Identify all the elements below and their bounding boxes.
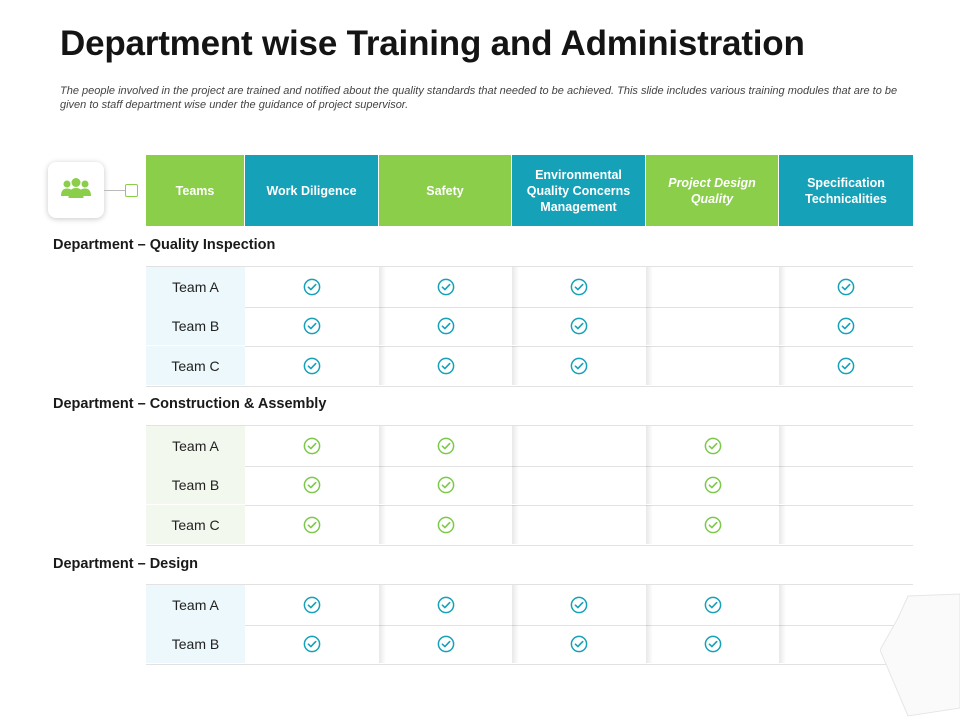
check-cell xyxy=(646,585,779,624)
check-cell xyxy=(379,306,512,345)
check-cell xyxy=(512,267,646,306)
check-cell xyxy=(512,585,646,624)
check-circle-icon xyxy=(837,317,855,335)
check-cell xyxy=(646,624,779,663)
table-row xyxy=(146,306,913,347)
check-cell xyxy=(512,624,646,663)
check-cell xyxy=(245,346,379,385)
header-teams: Teams xyxy=(146,155,245,226)
check-circle-icon xyxy=(704,635,722,653)
decorative-hexagon xyxy=(880,590,960,725)
check-cell xyxy=(245,306,379,345)
check-circle-icon xyxy=(570,278,588,296)
check-cell xyxy=(512,426,646,465)
table-row xyxy=(146,505,913,546)
table-header xyxy=(146,155,913,226)
check-circle-icon xyxy=(437,317,455,335)
check-circle-icon xyxy=(437,437,455,455)
team-cell: Team A xyxy=(146,267,245,306)
page-title: Department wise Training and Administration xyxy=(60,24,805,63)
check-cell xyxy=(512,346,646,385)
check-cell xyxy=(646,426,779,465)
check-cell xyxy=(245,585,379,624)
check-circle-icon xyxy=(570,357,588,375)
check-cell xyxy=(379,585,512,624)
check-cell xyxy=(779,505,913,544)
table-row xyxy=(146,425,913,467)
check-cell xyxy=(245,624,379,663)
department-label: Department – Quality Inspection xyxy=(53,237,276,253)
table-row xyxy=(146,584,913,626)
header-work-diligence: Work Diligence xyxy=(245,155,379,226)
check-circle-icon xyxy=(704,437,722,455)
check-cell xyxy=(512,465,646,504)
check-cell xyxy=(379,624,512,663)
check-cell xyxy=(512,505,646,544)
team-cell: Team B xyxy=(146,624,245,663)
table-row xyxy=(146,266,913,308)
table-row xyxy=(146,465,913,506)
connector-line xyxy=(104,190,126,191)
check-cell xyxy=(379,267,512,306)
check-circle-icon xyxy=(303,516,321,534)
check-cell xyxy=(779,267,913,306)
check-cell xyxy=(646,465,779,504)
check-circle-icon xyxy=(437,516,455,534)
check-cell xyxy=(779,426,913,465)
check-circle-icon xyxy=(570,596,588,614)
users-group-icon xyxy=(61,177,91,204)
team-cell: Team A xyxy=(146,585,245,624)
header-safety: Safety xyxy=(379,155,512,226)
check-circle-icon xyxy=(704,476,722,494)
check-circle-icon xyxy=(570,635,588,653)
check-circle-icon xyxy=(303,317,321,335)
check-cell xyxy=(646,505,779,544)
header-specification-technicalities: Specification Technicalities xyxy=(779,155,913,226)
page-subtitle: The people involved in the project are trained and notified about the quality standards that needed to be achieved. This slide includes various training modules that are to be given to staff department wise under the guidance of project supervisor. xyxy=(60,85,898,111)
check-circle-icon xyxy=(570,317,588,335)
team-cell: Team B xyxy=(146,465,245,504)
check-circle-icon xyxy=(704,516,722,534)
team-cell: Team C xyxy=(146,346,245,385)
team-cell: Team A xyxy=(146,426,245,465)
check-cell xyxy=(245,465,379,504)
check-circle-icon xyxy=(303,437,321,455)
check-circle-icon xyxy=(303,476,321,494)
department-label: Department – Construction & Assembly xyxy=(53,396,327,412)
check-circle-icon xyxy=(303,357,321,375)
check-cell xyxy=(512,306,646,345)
check-cell xyxy=(379,346,512,385)
check-circle-icon xyxy=(837,278,855,296)
check-cell xyxy=(379,505,512,544)
team-cell: Team C xyxy=(146,505,245,544)
check-cell xyxy=(245,267,379,306)
check-circle-icon xyxy=(437,596,455,614)
check-circle-icon xyxy=(303,596,321,614)
connector-checkbox xyxy=(125,184,138,197)
header-project-design-quality: Project Design Quality xyxy=(646,155,779,226)
check-cell xyxy=(646,346,779,385)
check-circle-icon xyxy=(837,357,855,375)
check-circle-icon xyxy=(303,635,321,653)
check-cell xyxy=(779,346,913,385)
check-cell xyxy=(779,306,913,345)
team-cell: Team B xyxy=(146,306,245,345)
header-environmental-quality: Environmental Quality Concerns Management xyxy=(512,155,646,226)
check-circle-icon xyxy=(437,635,455,653)
check-cell xyxy=(379,426,512,465)
check-cell xyxy=(379,465,512,504)
check-cell xyxy=(646,267,779,306)
check-circle-icon xyxy=(437,476,455,494)
check-circle-icon xyxy=(437,278,455,296)
icon-card xyxy=(48,162,104,218)
check-cell xyxy=(779,465,913,504)
department-label: Department – Design xyxy=(53,556,199,572)
check-cell xyxy=(245,505,379,544)
check-circle-icon xyxy=(437,357,455,375)
check-cell xyxy=(646,306,779,345)
check-circle-icon xyxy=(303,278,321,296)
check-circle-icon xyxy=(704,596,722,614)
table-row xyxy=(146,346,913,387)
table-row xyxy=(146,624,913,665)
check-cell xyxy=(245,426,379,465)
